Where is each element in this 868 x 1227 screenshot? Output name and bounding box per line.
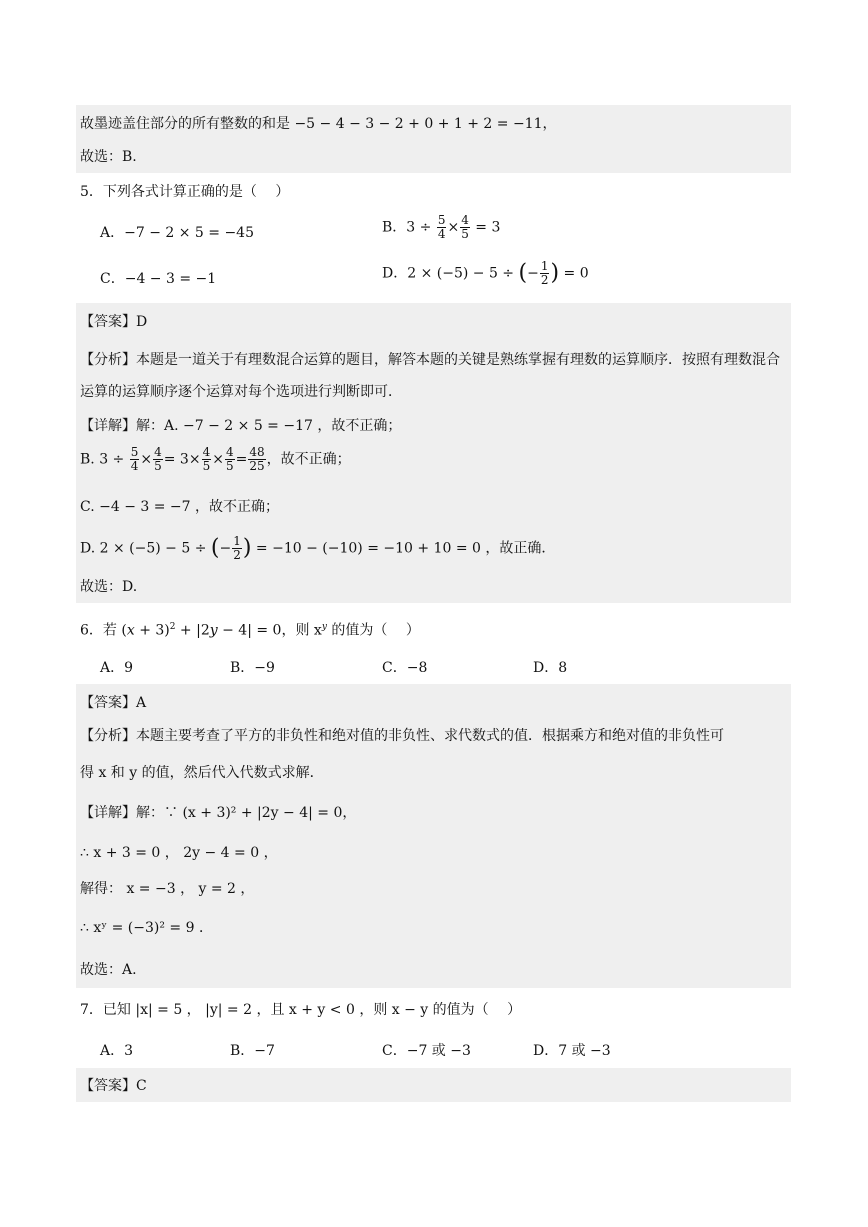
q5-detail-a: 【详解】解：A. −7 − 2 × 5 = −17 ，故不正确； <box>80 418 402 434</box>
q5-option-d: D．2 × (−5) − 5 ÷ (− $\frac{1}{2}$ ) = 0 <box>382 259 589 287</box>
fraction-4-5: $\frac{4}{5}$ <box>225 445 234 473</box>
q6-detail-1: 【详解】解：∵ (x + 3)² + |2y − 4| = 0， <box>80 805 357 821</box>
q6-stem-end: 的值为（ ） <box>326 622 420 639</box>
q7-answer: 【答案】C <box>80 1078 147 1094</box>
q4-choose: 故选：B. <box>80 149 137 165</box>
q5-detail-b-prefix: B. 3 ÷ <box>80 451 125 468</box>
q5-stem: 5．下列各式计算正确的是（ ） <box>80 184 290 200</box>
q7-stem: 7．已知 |x| = 5 ， |y| = 2 ，且 x + y < 0 ，则 x − y 的值为（ ） <box>80 1002 522 1018</box>
q6-choose: 故选：A. <box>80 962 137 978</box>
q6-analysis-1: 【分析】本题主要考查了平方的非负性和绝对值的非负性、求代数式的值．根据乘方和绝对值的非负性可 <box>80 728 724 744</box>
fraction-4-5: $\frac{4}{5}$ <box>154 445 162 473</box>
q6-answer: 【答案】A <box>80 695 147 711</box>
q7-option-b: B．−7 <box>230 1043 275 1059</box>
q7-option-a: A．3 <box>100 1043 134 1059</box>
q6-detail-3: 解得： x = −3 ， y = 2 ， <box>80 881 255 897</box>
fraction-4-5: $\frac{4}{5}$ <box>461 213 469 241</box>
q5-option-c: C．−4 − 3 = −1 <box>100 271 217 287</box>
q6-option-d: D．8 <box>533 660 568 676</box>
q5-detail-d-suffix: = −10 − (−10) = −10 + 10 = 0 ，故正确． <box>255 540 556 557</box>
q6-detail-4: ∴ xʸ = (−3)² = 9 ． <box>80 920 213 936</box>
q6-option-c: C．−8 <box>382 660 428 676</box>
q6-option-b: B．−9 <box>230 660 275 676</box>
fraction-5-4: $\frac{5}{4}$ <box>130 445 139 473</box>
fraction-4-5: $\frac{4}{5}$ <box>202 445 211 473</box>
q6-stem: 6．若 $(x + 3)^2 + |2y - 4| = 0$，则 $x^y$ 的值为（ ） <box>80 622 420 639</box>
q5-detail-b-suffix: ，故不正确； <box>266 451 351 468</box>
q5-analysis: 【分析】本题是一道关于有理数混合运算的题目，解答本题的关键是熟练掌握有理数的运算顺序．按照有理数混合运算的运算顺序逐个运算对每个选项进行判断即可． <box>80 352 780 400</box>
q4-sum-line: 故墨迹盖住部分的所有整数的和是 −5 − 4 − 3 − 2 + 0 + 1 + 2 = −11， <box>80 116 557 132</box>
q6-analysis-2: 得 x 和 y 的值，然后代入代数式求解． <box>80 765 324 781</box>
fraction-1-2: $\frac{1}{2}$ <box>540 259 549 287</box>
q5-option-b: B．3 ÷ $\frac{5}{4}$ × $\frac{4}{5}$ = 3 <box>382 213 501 241</box>
q5-detail-d: D. 2 × (−5) − 5 ÷ (− $\frac{1}{2}$ ) = −10 − (−10) = −10 + 10 = 0 ，故正确． <box>80 534 556 562</box>
q5-option-b-prefix: B．3 ÷ <box>382 219 432 236</box>
q7-option-c: C．−7 或 −3 <box>382 1043 471 1059</box>
fraction-1-2: $\frac{1}{2}$ <box>233 534 241 562</box>
q6-stem-prefix: 6．若 <box>80 622 117 639</box>
q5-detail-d-prefix: D. 2 × (−5) − 5 ÷ <box>80 540 207 557</box>
solution-block-q7 <box>76 1068 791 1102</box>
q5-answer: 【答案】D <box>80 314 148 330</box>
q5-choose: 故选：D. <box>80 579 138 595</box>
q5-detail-c: C. −4 − 3 = −7 ，故不正确； <box>80 499 280 515</box>
fraction-48-25: $\frac{48}{25}$ <box>249 445 265 473</box>
q5-option-a: A．−7 − 2 × 5 = −45 <box>100 225 254 241</box>
fraction-5-4: $\frac{5}{4}$ <box>437 213 446 241</box>
q7-option-d: D．7 或 −3 <box>533 1043 611 1059</box>
q6-detail-2: ∴ x + 3 = 0 ， 2y − 4 = 0 ， <box>80 845 278 861</box>
q5-detail-b: B. 3 ÷ $\frac{5}{4}$ × $\frac{4}{5}$ = 3× $\frac{4}{5}$ × $\frac{4}{5}$ = $\frac{48}{25}$ ，故不正确； <box>80 445 351 473</box>
q6-stem-suffix: ，则 x <box>281 622 322 639</box>
q6-option-a: A．9 <box>100 660 134 676</box>
q5-option-d-prefix: D．2 × (−5) − 5 ÷ <box>382 265 515 282</box>
